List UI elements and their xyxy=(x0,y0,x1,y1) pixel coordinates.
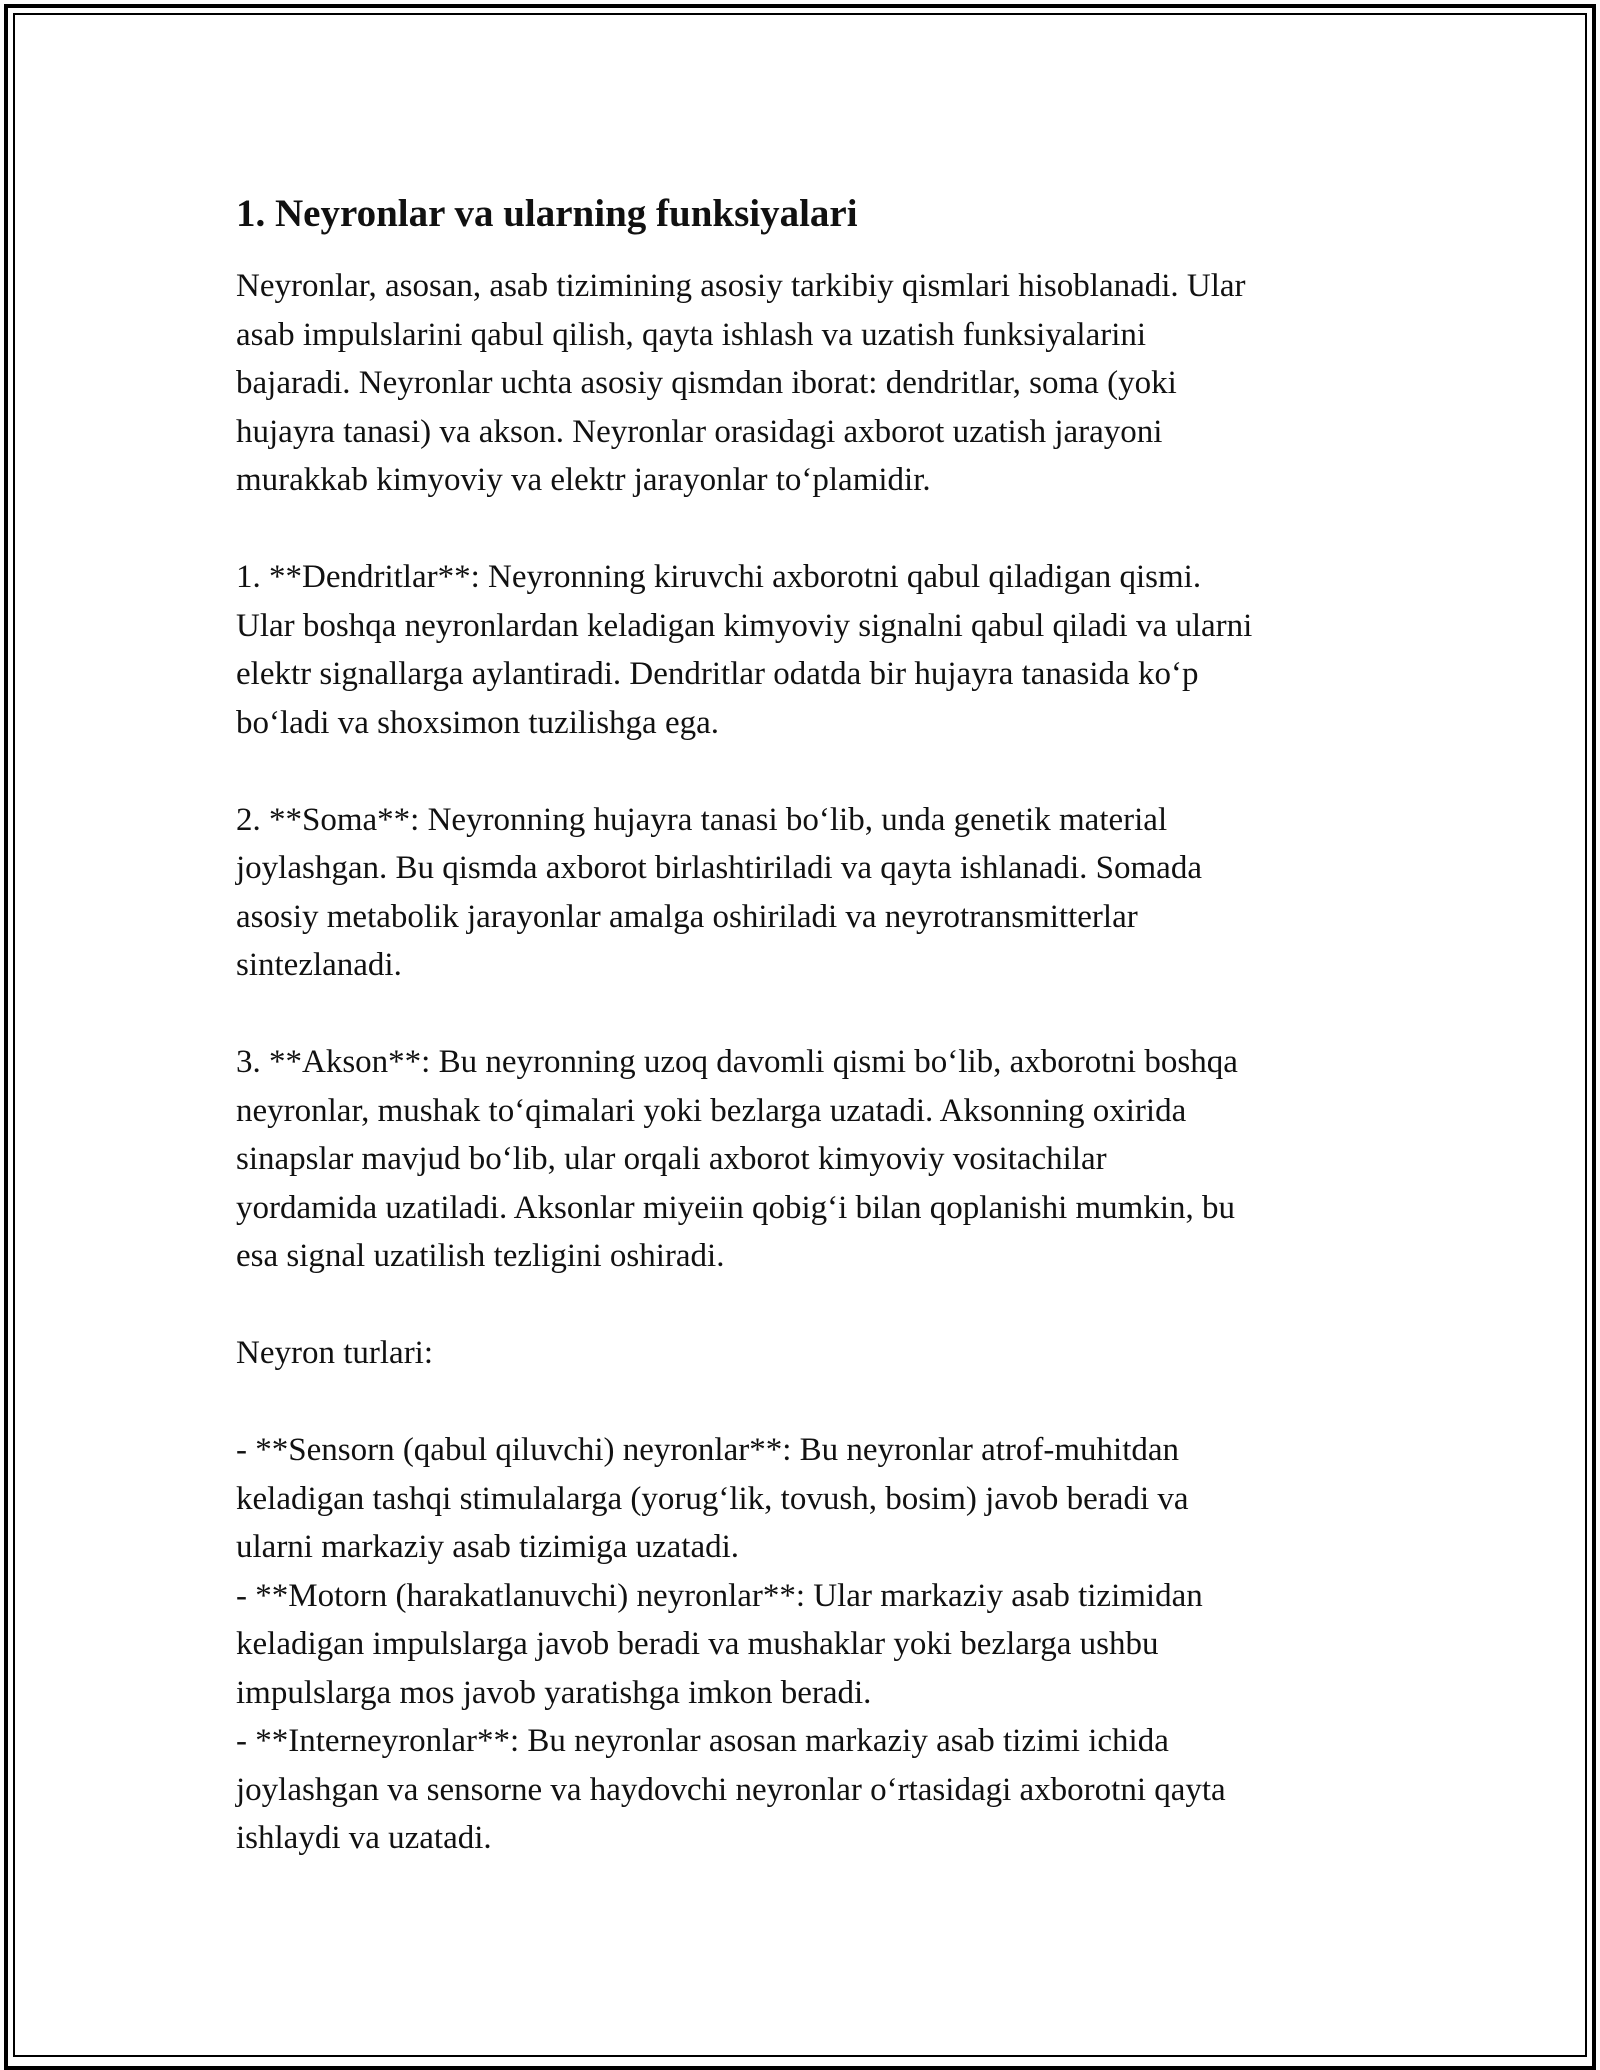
document-body xyxy=(236,186,1376,1863)
paragraph-gap xyxy=(236,1281,1376,1330)
paragraph-gap xyxy=(236,990,1376,1039)
text-line: Neyronlar, asosan, asab tizimining asosiy tarkibiy qismlari hisoblanadi. Ular xyxy=(236,268,1246,304)
text-line: esa signal uzatilish tezligini oshiradi. xyxy=(236,1238,725,1274)
text-line: keladigan impulslarga javob beradi va mushaklar yoki bezlarga ushbu xyxy=(236,1626,1159,1662)
dendrites-paragraph xyxy=(236,553,1376,747)
axon-paragraph xyxy=(236,1038,1376,1281)
text-line: - **Sensorn (qabul qiluvchi) neyronlar**: Bu neyronlar atrof-muhitdan xyxy=(236,1432,1180,1468)
paragraph-gap xyxy=(236,505,1376,554)
text-line: impulslarga mos javob yaratishga imkon beradi. xyxy=(236,1674,872,1711)
text-line: elektr signallarga aylantiradi. Dendritlar odatda bir hujayra tanasida ko‘p xyxy=(236,656,1199,692)
text-line: neyronlar, mushak to‘qimalari yoki bezlarga uzatadi. Aksonning oxirida xyxy=(236,1092,1187,1129)
text-line: 3. **Akson**: Bu neyronning uzoq davomli qismi bo‘lib, axborotni boshqa xyxy=(236,1044,1238,1080)
text-line: keladigan tashqi stimulalarga (yorug‘lik, tovush, bosim) javob beradi va xyxy=(236,1480,1189,1517)
text-line: ularni markaziy asab tizimiga uzatadi. xyxy=(236,1529,740,1565)
intro-paragraph xyxy=(236,262,1376,505)
text-line: joylashgan. Bu qismda axborot birlashtiriladi va qayta ishlanadi. Somada xyxy=(236,850,1202,886)
text-line: 2. **Soma**: Neyronning hujayra tanasi bo‘lib, unda genetik material xyxy=(236,801,1168,838)
text-line: bajaradi. Neyronlar uchta asosiy qismdan iborat: dendritlar, soma (yoki xyxy=(236,365,1177,401)
text-line: joylashgan va sensorne va haydovchi neyronlar o‘rtasidagi axborotni qayta xyxy=(236,1771,1226,1808)
text-line: 1. **Dendritlar**: Neyronning kiruvchi axborotni qabul qiladigan qismi. xyxy=(236,559,1202,595)
text-line: sintezlanadi. xyxy=(236,947,402,983)
soma-paragraph xyxy=(236,796,1376,990)
text-line: asosiy metabolik jarayonlar amalga oshiriladi va neyrotransmitterlar xyxy=(236,898,1138,935)
text-line: bo‘ladi va shoxsimon tuzilishga ega. xyxy=(236,704,719,741)
text-line: yordamida uzatiladi. Aksonlar miyeiin qobig‘i bilan qoplanishi mumkin, bu xyxy=(236,1189,1236,1226)
text-line: Ular boshqa neyronlardan keladigan kimyoviy signalni qabul qiladi va ularni xyxy=(236,607,1253,644)
document-title: 1. Neyronlar va ularning funksiyalari xyxy=(236,192,858,235)
text-line: - **Motorn (harakatlanuvchi) neyronlar**: Ular markaziy asab tizimidan xyxy=(236,1577,1203,1614)
text-line: hujayra tanasi) va akson. Neyronlar orasidagi axborot uzatish jarayoni xyxy=(236,413,1163,450)
text-line: - **Interneyronlar**: Bu neyronlar asosan markaziy asab tizimi ichida xyxy=(236,1723,1169,1759)
text-line: sinapslar mavjud bo‘lib, ular orqali axborot kimyoviy vositachilar xyxy=(236,1141,1107,1177)
text-line: asab impulslarini qabul qilish, qayta ishlash va uzatish funksiyalarini xyxy=(236,316,1147,353)
types-heading: Neyron turlari: xyxy=(236,1335,434,1371)
text-line: ishlaydi va uzatadi. xyxy=(236,1820,492,1856)
text-line: murakkab kimyoviy va elektr jarayonlar to‘plamidir. xyxy=(236,462,931,498)
paragraph-gap xyxy=(236,1378,1376,1427)
paragraph-gap xyxy=(236,747,1376,796)
types-list xyxy=(236,1426,1376,1863)
